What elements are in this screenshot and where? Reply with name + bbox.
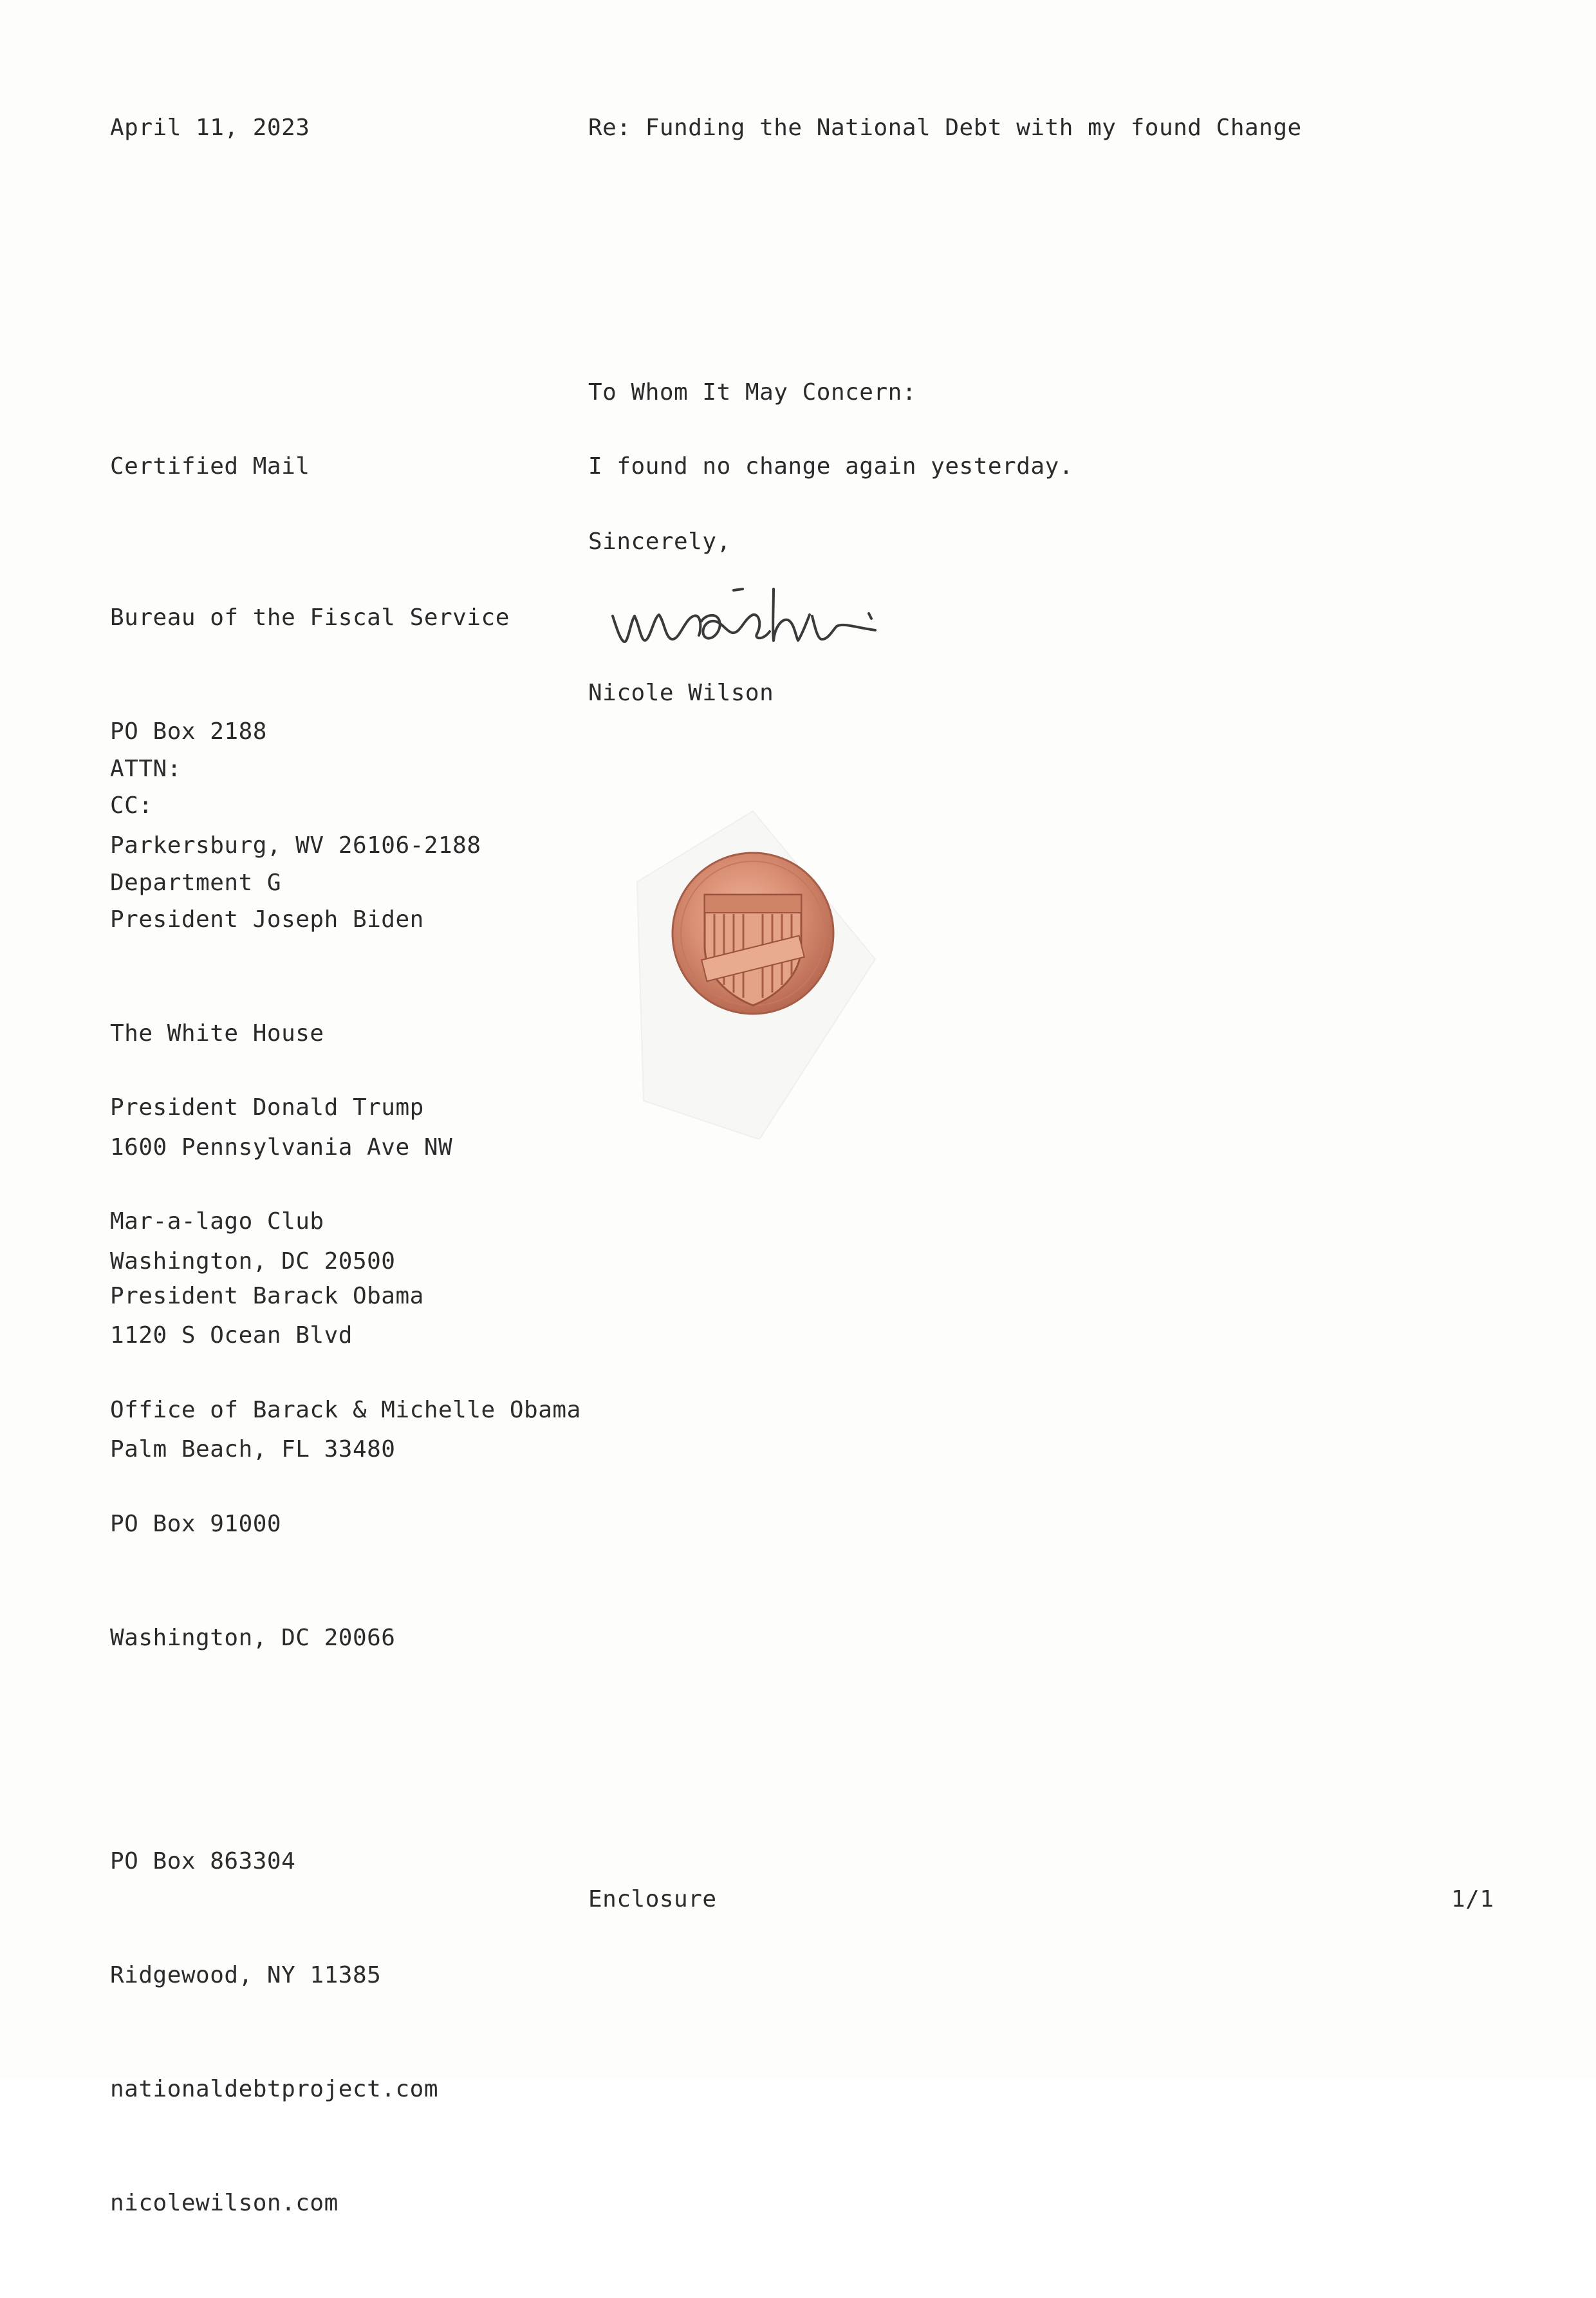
recipient-line: Parkersburg, WV 26106-2188 <box>110 832 481 859</box>
sender-line: PO Box 863304 <box>110 1848 296 1874</box>
penny-enclosure-image <box>618 805 888 1139</box>
recipient-line: Bureau of the Fiscal Service <box>110 604 510 631</box>
cc-line: 1600 Pennsylvania Ave NW <box>110 1134 453 1161</box>
signature-image <box>605 576 940 660</box>
page-number: 1/1 <box>1451 1886 1494 1912</box>
sender-address <box>110 1766 438 2298</box>
sender-website: nationaldebtproject.com <box>110 2076 438 2102</box>
cc-line: PO Box 91000 <box>110 1511 282 1537</box>
cc-line: Washington, DC 20066 <box>110 1625 396 1651</box>
mailing-method: Certified Mail <box>110 453 310 480</box>
sender-line: Ridgewood, NY 11385 <box>110 1962 382 1988</box>
cc-recipient-obama <box>110 1201 581 1733</box>
salutation: To Whom It May Concern: <box>588 379 916 406</box>
enclosure-note: Enclosure <box>588 1886 717 1912</box>
sender-website: nicolewilson.com <box>110 2190 339 2216</box>
cc-line: Mar-a-lago Club <box>110 1208 324 1235</box>
cc-line: President Joseph Biden <box>110 906 424 933</box>
cc-line: Office of Barack & Michelle Obama <box>110 1397 581 1423</box>
cc-line: 1120 S Ocean Blvd <box>110 1322 353 1349</box>
closing: Sincerely, <box>588 528 731 555</box>
cc-label: CC: <box>110 792 153 819</box>
cc-line: The White House <box>110 1020 324 1047</box>
signer-name: Nicole Wilson <box>588 680 774 706</box>
letter-date: April 11, 2023 <box>110 115 310 141</box>
cc-line: Palm Beach, FL 33480 <box>110 1436 396 1462</box>
attn-label: ATTN: <box>110 756 181 782</box>
attn-department: Department G <box>110 870 282 896</box>
letter-body: I found no change again yesterday. <box>588 453 1073 480</box>
recipient-line: PO Box 2188 <box>110 718 267 745</box>
letter-subject: Re: Funding the National Debt with my found Change <box>588 115 1302 141</box>
cc-line: President Donald Trump <box>110 1094 424 1121</box>
cc-line: President Barack Obama <box>110 1283 424 1309</box>
cc-line: Washington, DC 20500 <box>110 1248 396 1275</box>
